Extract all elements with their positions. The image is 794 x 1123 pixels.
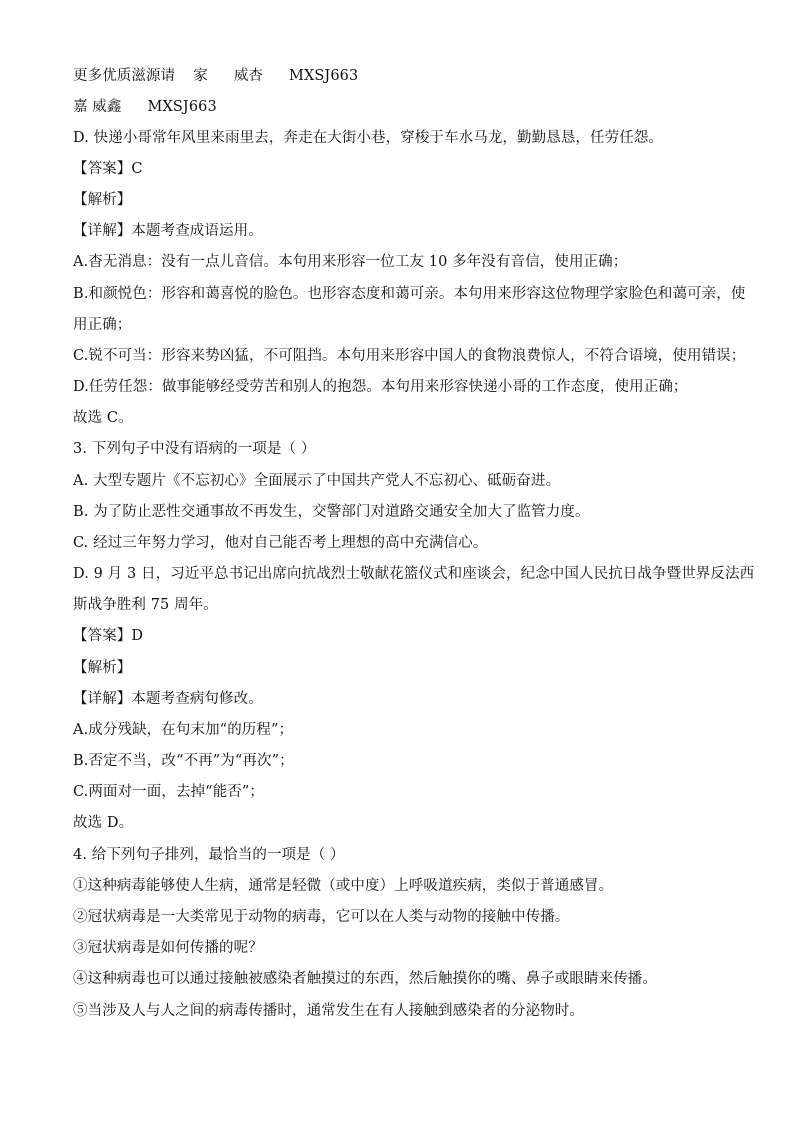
detail-c: C.两面对一面，去掉“能否”；: [73, 784, 265, 800]
answer-label: 【答案】D: [73, 628, 144, 644]
q4-sentence-2: ②冠状病毒是一大类常见于动物的病毒，它可以在人类与动物的接触中传播。: [73, 909, 570, 925]
q4-sentence-1: ①这种病毒能够使人生病，通常是轻微（或中度）上呼吸道疾病，类似于普通感冒。: [73, 878, 614, 894]
q3-option-b: B. 为了防止恶性交通事故不再发生，交警部门对道路交通安全加大了监管力度。: [73, 504, 590, 520]
q3-option-d: D. 9 月 3 日，习近平总书记出席向抗战烈士敬献花篮仪式和座谈会，纪念中国人民抗日战争暨世界反法西: [73, 566, 755, 582]
header-text: 嘉 威鑫: [73, 99, 122, 115]
detail-a: A.成分残缺，在句末加“的历程”；: [73, 722, 294, 738]
q3-option-c: C. 经过三年努力学习，他对自己能否考上理想的高中充满信心。: [73, 535, 488, 551]
detail-b: B.否定不当，改“不再”为“再次”；: [73, 753, 294, 769]
header-line-1: [73, 66, 733, 86]
conclusion: 故选 C。: [73, 410, 133, 426]
header-code: MXSJ663: [147, 99, 217, 115]
question-4: 4. 给下列句子排列，最恰当的一项是（ ）: [73, 847, 345, 863]
q4-sentence-5: ⑤当涉及人与人之间的病毒传播时，通常发生在有人接触到感染者的分泌物时。: [73, 1003, 584, 1019]
detail-intro: 【详解】本题考查病句修改。: [73, 691, 263, 707]
header-code: MXSJ663: [289, 68, 359, 84]
q3-option-d-cont: 斯战争胜利 75 周年。: [73, 597, 218, 613]
header-line-2: [73, 97, 733, 117]
q3-option-a: A. 大型专题片《不忘初心》全面展示了中国共产党人不忘初心、砥砺奋进。: [73, 473, 561, 489]
detail-d: D.任劳任怨：做事能够经受劳苦和别人的抱怨。本句用来形容快递小哥的工作态度，使用正确；: [73, 379, 688, 395]
analysis-label: 【解析】: [73, 660, 132, 676]
question-3: 3. 下列句子中没有语病的一项是（ ）: [73, 441, 316, 457]
detail-b: B.和颜悦色：形容和蔼喜悦的脸色。也形容态度和蔼可亲。本句用来形容这位物理学家脸色和蔼可亲，使: [73, 286, 746, 302]
detail-b-cont: 用正确；: [73, 317, 132, 333]
analysis-label: 【解析】: [73, 192, 132, 208]
answer-label: 【答案】C: [73, 161, 143, 177]
q4-sentence-3: ③冠状病毒是如何传播的呢？: [73, 940, 263, 956]
header-text: 家: [193, 68, 208, 84]
detail-c: C.锐不可当：形容来势凶猛，不可阻挡。本句用来形容中国人的食物浪费惊人，不符合语境，使用错误；: [73, 348, 746, 364]
header-text: 更多优质滋源请: [73, 68, 176, 84]
conclusion: 故选 D。: [73, 815, 134, 831]
option-d-line: D. 快递小哥常年风里来雨里去，奔走在大街小巷，穿梭于车水马龙，勤勤恳恳，任劳任怨。: [73, 130, 664, 146]
detail-intro: 【详解】本题考查成语运用。: [73, 223, 263, 239]
q4-sentence-4: ④这种病毒也可以通过接触被感染者触摸过的东西，然后触摸你的嘴、鼻子或眼睛来传播。: [73, 971, 657, 987]
detail-a: A.杳无消息：没有一点儿音信。本句用来形容一位工友 10 多年没有音信，使用正确；: [73, 254, 628, 270]
header-text: 威杏: [233, 68, 264, 84]
